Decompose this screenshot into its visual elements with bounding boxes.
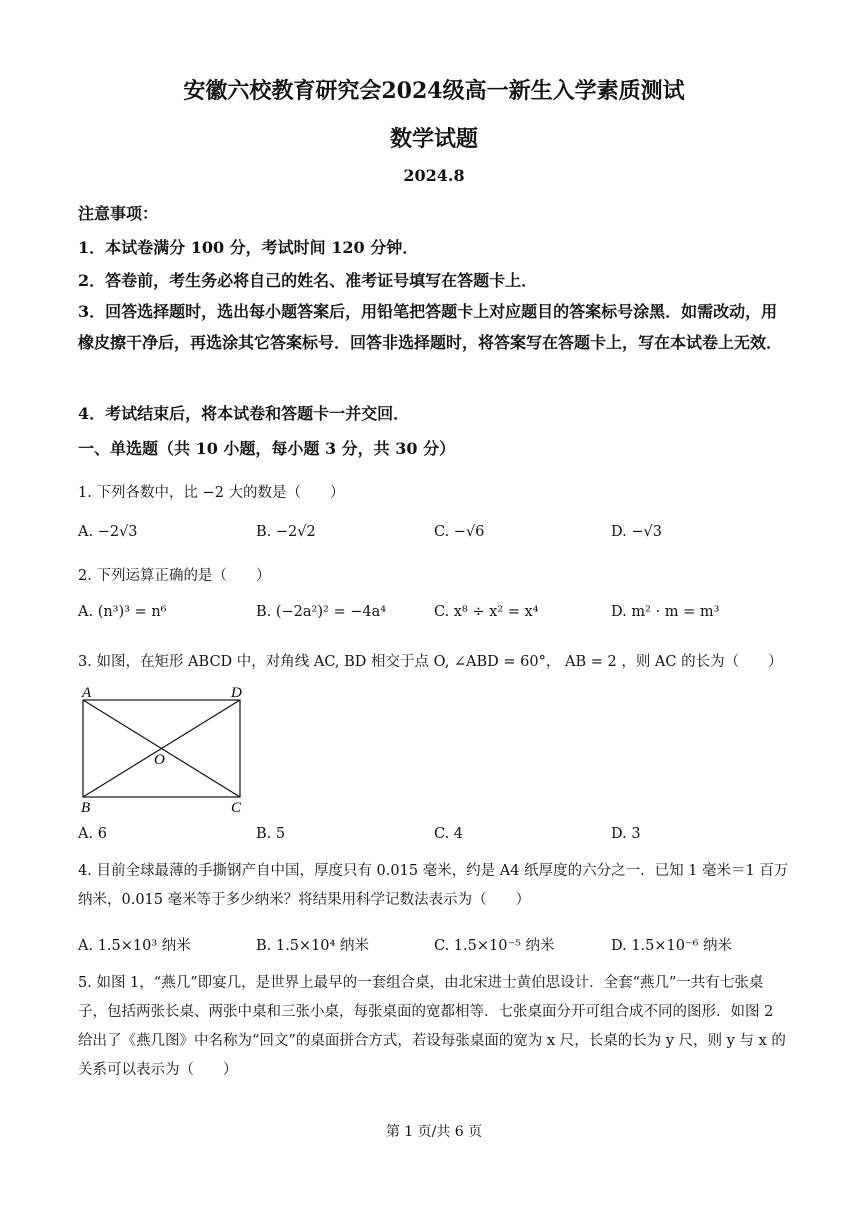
question-3-option-c: C. 4 (434, 826, 464, 842)
question-2-option-b: B. (−2a²)² = −4a⁴ (256, 604, 387, 620)
note-item-2: 2．答卷前，考生务必将自己的姓名、准考证号填写在答题卡上． (78, 271, 538, 290)
question-1-option-b: B. −2√2 (256, 524, 316, 540)
question-1-option-c: C. −√6 (434, 524, 485, 540)
question-4-option-a: A. 1.5×10³ 纳米 (78, 938, 191, 954)
note-item-4: 4．考试结束后，将本试卷和答题卡一并交回． (78, 404, 410, 423)
note-item-3: 3．回答选择题时，选出每小题答案后，用铅笔把答题卡上对应题目的答案标号涂黑．如需改动，用橡皮擦干净后，再选涂其它答案标号．回答非选择题时，将答案写在答题卡上，写在本试卷上无效． (78, 302, 783, 352)
page-number: 第 1 页/共 6 页 (385, 1124, 483, 1140)
page-title: 安徽六校教育研究会2024级高一新生入学素质测试 (183, 78, 685, 104)
vertex-label-d: D (231, 685, 242, 701)
question-4-option-c: C. 1.5×10⁻⁵ 纳米 (434, 938, 555, 954)
vertex-label-a: A (82, 685, 92, 701)
center-label-o: O (154, 752, 165, 768)
question-4-stem: 4. 目前全球最薄的手撕钢产自中国，厚度只有 0.015 毫米，约是 A4 纸厚度的六分之一．已知 1 毫米＝1 百万纳米，0.015 毫米等于多少纳米？将结果用科学记数法表示为（ ） (78, 863, 789, 908)
vertex-label-b: B (81, 800, 91, 816)
question-5-stem: 5. 如图 1，“燕几”即宴几，是世界上最早的一套组合桌，由北宋进士黄伯思设计．全套“燕几”一共有七张桌子，包括两张长桌、两张中桌和三张小桌，每张桌面的宽都相等．七张桌面分开可组合成不同的图形．如图 2 给出了《燕几图》中名称为“回文”的桌面拼合方式，若设每张桌面的宽为 x 尺，长桌的长为 y 尺，则 y 与 x 的关系可以表示为（ ） (78, 975, 786, 1078)
question-3-stem: 3. 如图，在矩形 ABCD 中，对角线 AC, BD 相交于点 O, ∠ABD = 60°， AB = 2 ，则 AC 的长为（ ） (78, 654, 783, 670)
question-2-option-d: D. m² · m = m³ (611, 604, 720, 620)
question-1-option-a: A. −2√3 (78, 524, 138, 540)
question-2-option-a: A. (n³)³ = n⁶ (78, 604, 167, 620)
vertex-label-c: C (231, 800, 242, 816)
page-subtitle: 数学试题 (389, 126, 478, 152)
section-heading: 一、单选题（共 10 小题，每小题 3 分，共 30 分） (78, 439, 456, 458)
rectangle-figure (74, 682, 264, 816)
question-3-option-d: D. 3 (611, 826, 641, 842)
note-item-1: 1．本试卷满分 100 分，考试时间 120 分钟． (78, 238, 419, 257)
question-3-option-b: B. 5 (256, 826, 286, 842)
question-1-option-d: D. −√3 (611, 524, 662, 540)
notes-heading: 注意事项： (78, 204, 159, 223)
question-4-option-b: B. 1.5×10⁴ 纳米 (256, 938, 369, 954)
question-2-stem: 2. 下列运算正确的是（ ） (78, 568, 271, 584)
exam-date: 2024.8 (403, 166, 465, 185)
question-4-option-d: D. 1.5×10⁻⁶ 纳米 (611, 938, 733, 954)
question-1-stem: 1. 下列各数中，比 −2 大的数是（ ） (78, 485, 345, 501)
question-2-option-c: C. x⁸ ÷ x² = x⁴ (434, 604, 539, 620)
question-3-option-a: A. 6 (78, 826, 107, 842)
